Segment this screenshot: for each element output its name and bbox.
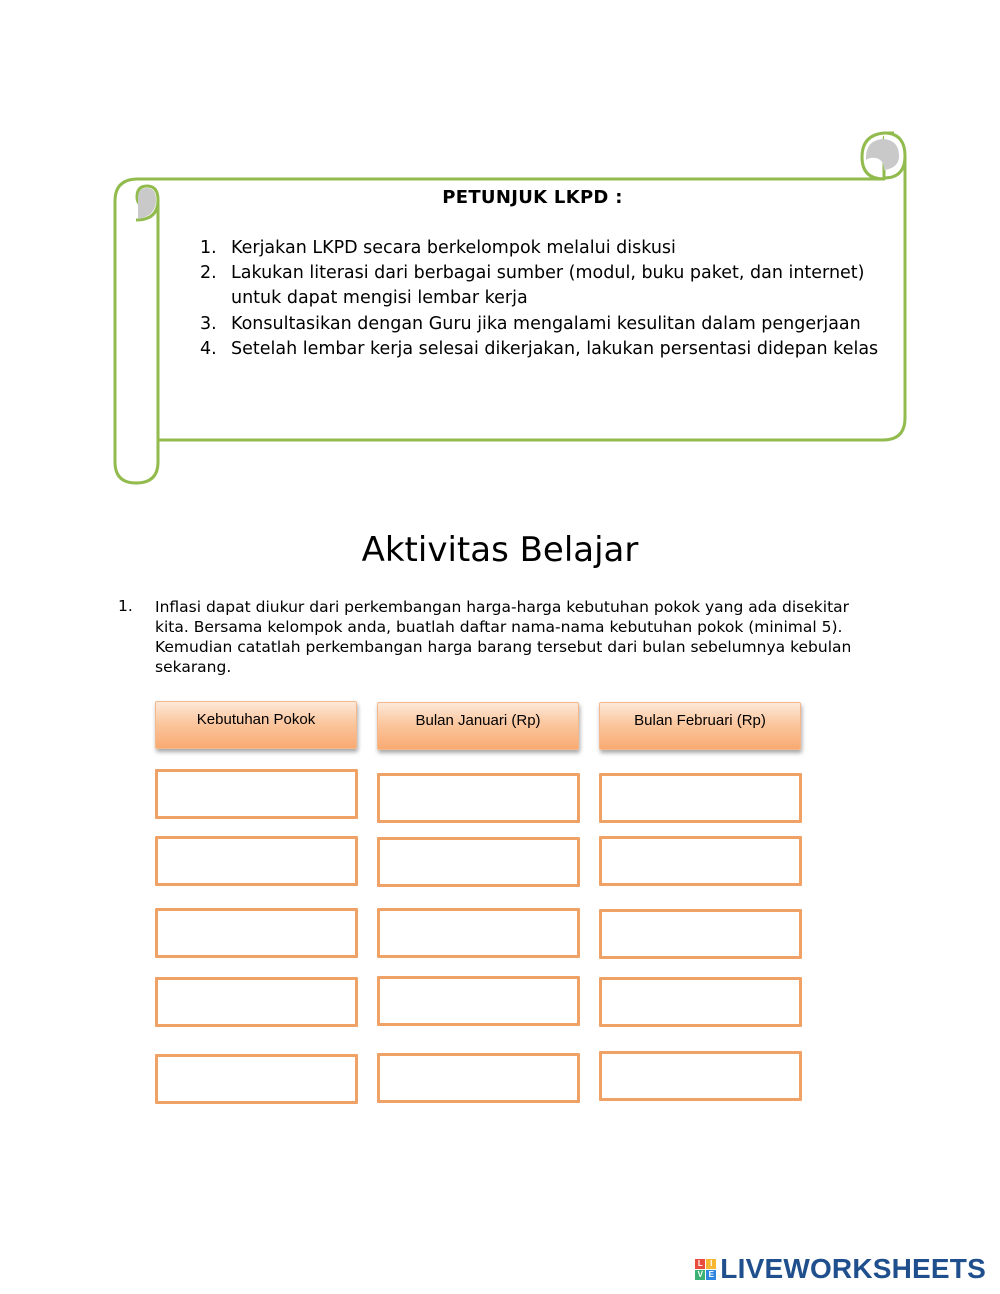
instruction-number: 4. xyxy=(200,338,217,359)
instruction-item xyxy=(200,261,880,311)
answer-field-januari-4[interactable] xyxy=(377,976,580,1026)
answer-field-januari-1[interactable] xyxy=(377,773,580,823)
answer-field-februari-5[interactable] xyxy=(599,1051,802,1101)
header-bulan-februari: Bulan Februari (Rp) xyxy=(599,702,801,750)
instruction-number: 2. xyxy=(200,263,217,284)
instruction-text: Lakukan literasi dari berbagai sumber (modul, buku paket, dan internet) untuk dapat mengisi lembar kerja xyxy=(231,263,865,309)
instruction-item xyxy=(200,236,880,261)
answer-field-februari-4[interactable] xyxy=(599,977,802,1027)
header-bulan-januari: Bulan Januari (Rp) xyxy=(377,702,579,750)
instruction-text: Setelah lembar kerja selesai dikerjakan, lakukan persentasi didepan kelas xyxy=(231,338,879,359)
logo-letter-i: I xyxy=(706,1259,716,1269)
instruction-number: 1. xyxy=(200,238,217,258)
answer-field-kebutuhan-4[interactable] xyxy=(155,977,358,1027)
activity-heading: Aktivitas Belajar xyxy=(361,530,639,570)
answer-field-februari-1[interactable] xyxy=(599,773,802,823)
answer-field-februari-2[interactable] xyxy=(599,836,802,886)
header-kebutuhan-pokok: Kebutuhan Pokok xyxy=(155,701,357,749)
logo-letter-l: L xyxy=(695,1259,705,1269)
answer-field-januari-5[interactable] xyxy=(377,1053,580,1103)
liveworksheets-icon xyxy=(695,1259,716,1280)
answer-field-kebutuhan-1[interactable] xyxy=(155,769,358,819)
answer-field-kebutuhan-5[interactable] xyxy=(155,1054,358,1104)
instructions-list xyxy=(200,236,880,362)
instruction-text: Kerjakan LKPD secara berkelompok melalui diskusi xyxy=(231,238,676,258)
liveworksheets-brand-name: LIVEWORKSHEETS xyxy=(720,1253,986,1284)
answer-field-februari-3[interactable] xyxy=(599,909,802,959)
logo-letter-e: E xyxy=(706,1270,716,1280)
instruction-number: 3. xyxy=(200,313,217,334)
answer-field-kebutuhan-3[interactable] xyxy=(155,908,358,958)
instruction-text: Konsultasikan dengan Guru jika mengalami kesulitan dalam pengerjaan xyxy=(231,313,861,334)
answer-field-kebutuhan-2[interactable] xyxy=(155,836,358,886)
answer-field-januari-2[interactable] xyxy=(377,837,580,887)
logo-letter-v: V xyxy=(695,1270,705,1280)
instruction-item xyxy=(200,312,880,337)
question-number: 1. xyxy=(118,597,133,615)
liveworksheets-logo xyxy=(695,1253,986,1285)
question-text: Inflasi dapat diukur dari perkembangan harga-harga kebutuhan pokok yang ada disekitar kita. Bersama kelompok anda, buatlah daftar nama-nama kebutuhan pokok (minimal 5). Kemudian catatlah perkembangan harga barang tersebut dari bulan sebelumnya kebulan sekarang. xyxy=(155,598,852,676)
instruction-item xyxy=(200,337,880,362)
instructions-title: PETUNJUK LKPD : xyxy=(442,187,623,208)
answer-field-januari-3[interactable] xyxy=(377,908,580,958)
